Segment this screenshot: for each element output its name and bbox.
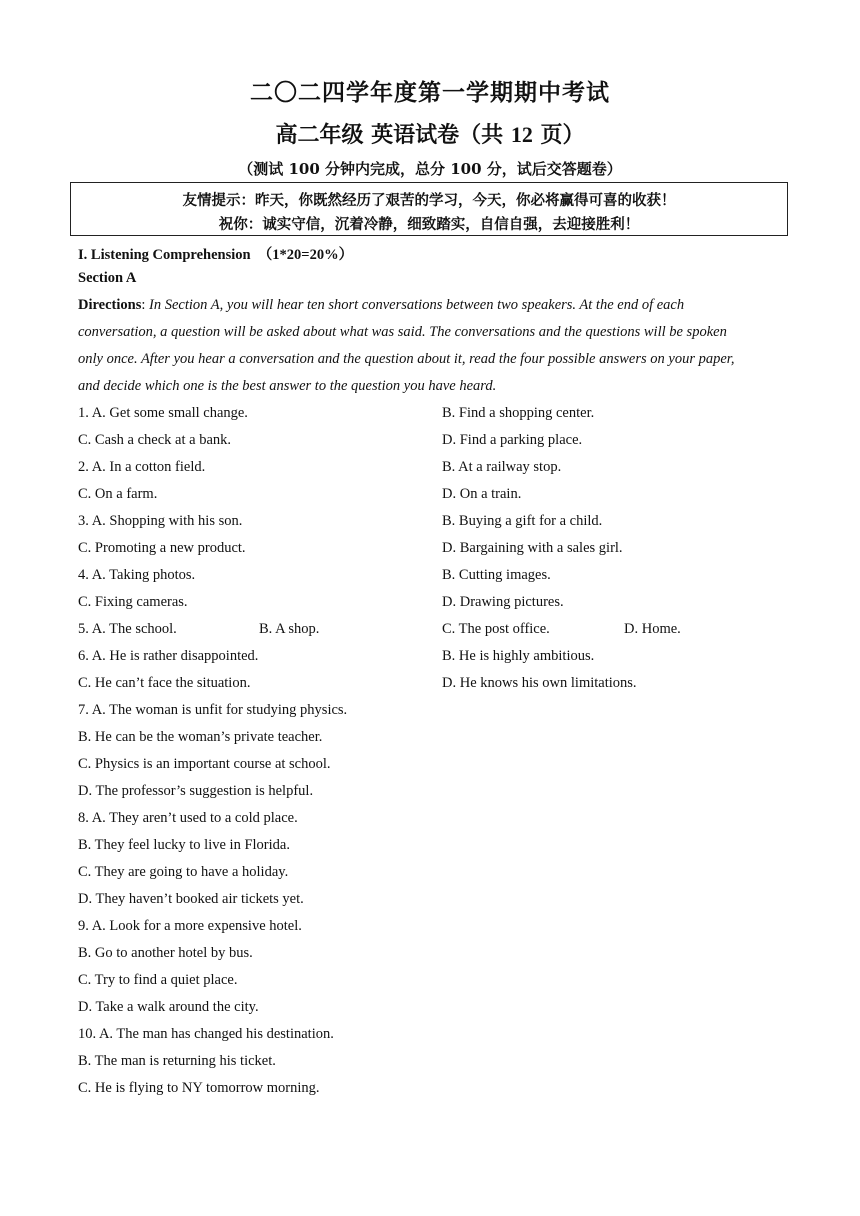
q7-option-a: 7. A. The woman is unfit for studying physics. — [78, 702, 348, 718]
tip-line-1: 友情提示：昨天，你既然经历了艰苦的学习，今天，你必将赢得可喜的收获！ — [182, 192, 676, 209]
subtitle-prefix: 高二年级 英语试卷（共 — [275, 122, 511, 148]
tip-box — [70, 182, 788, 236]
q6-option-d: D. He knows his own limitations. — [442, 675, 637, 691]
q3-option-c: C. Promoting a new product. — [78, 540, 246, 556]
q4-option-a: 4. A. Taking photos. — [78, 567, 196, 583]
directions-line-1 — [78, 297, 684, 314]
q4-option-c: C. Fixing cameras. — [78, 594, 188, 610]
directions-line-4: and decide which one is the best answer to the question you have heard. — [78, 378, 497, 394]
page-count: 12 — [510, 122, 533, 147]
q10-option-c: C. He is flying to NY tomorrow morning. — [78, 1080, 320, 1096]
section-heading: Section A — [78, 270, 137, 286]
directions-line-2: conversation, a question will be asked about what was said. The conversations and the questions will be spoken — [78, 324, 727, 340]
q9-option-d: D. Take a walk around the city. — [78, 999, 259, 1015]
q3-option-b: B. Buying a gift for a child. — [442, 513, 603, 529]
subtitle-suffix: 页） — [532, 122, 585, 148]
q7-option-d: D. The professor’s suggestion is helpful. — [78, 783, 314, 799]
q4-option-b: B. Cutting images. — [442, 567, 551, 583]
exam-title: 二〇二四学年度第一学期期中考试 — [250, 79, 610, 106]
exam-subtitle — [0, 118, 860, 149]
q1-option-c: C. Cash a check at a bank. — [78, 432, 232, 448]
q1-option-b: B. Find a shopping center. — [442, 405, 595, 421]
q8-option-b: B. They feel lucky to live in Florida. — [78, 837, 290, 853]
q9-option-c: C. Try to find a quiet place. — [78, 972, 238, 988]
q10-option-b: B. The man is returning his ticket. — [78, 1053, 276, 1069]
q3-option-a: 3. A. Shopping with his son. — [78, 513, 243, 529]
tip-line-2: 祝你：诚实守信，沉着冷静，细致踏实，自信自强，去迎接胜利！ — [218, 216, 640, 233]
q5-option-b: B. A shop. — [259, 621, 320, 637]
q8-option-a: 8. A. They aren’t used to a cold place. — [78, 810, 298, 826]
q9-option-b: B. Go to another hotel by bus. — [78, 945, 253, 961]
q10-option-a: 10. A. The man has changed his destination. — [78, 1026, 334, 1042]
q5-option-c: C. The post office. — [442, 621, 550, 637]
q3-option-d: D. Bargaining with a sales girl. — [442, 540, 623, 556]
directions-line-3: only once. After you hear a conversation and the question about it, read the four possible answers on your paper, — [78, 351, 735, 367]
q5-option-a: 5. A. The school. — [78, 621, 177, 637]
q5-option-d: D. Home. — [624, 621, 681, 637]
q2-option-b: B. At a railway stop. — [442, 459, 562, 475]
q1-option-d: D. Find a parking place. — [442, 432, 583, 448]
q9-option-a: 9. A. Look for a more expensive hotel. — [78, 918, 302, 934]
q2-option-a: 2. A. In a cotton field. — [78, 459, 206, 475]
q6-option-a: 6. A. He is rather disappointed. — [78, 648, 259, 664]
directions-colon: : — [141, 297, 150, 313]
q8-option-d: D. They haven’t booked air tickets yet. — [78, 891, 304, 907]
q7-option-c: C. Physics is an important course at school. — [78, 756, 331, 772]
q2-option-d: D. On a train. — [442, 486, 522, 502]
q4-option-d: D. Drawing pictures. — [442, 594, 564, 610]
directions-text-1: In Section A, you will hear ten short conversations between two speakers. At the end of each — [149, 297, 685, 313]
q1-option-a: 1. A. Get some small change. — [78, 405, 248, 421]
part-heading: I. Listening Comprehension （1*20=20%） — [78, 247, 354, 263]
q6-option-c: C. He can’t face the situation. — [78, 675, 251, 691]
q8-option-c: C. They are going to have a holiday. — [78, 864, 289, 880]
directions-label: Directions — [78, 297, 142, 313]
q2-option-c: C. On a farm. — [78, 486, 158, 502]
exam-instructions: （测试 100 分钟内完成，总分 100 分，试后交答题卷） — [238, 160, 622, 178]
q7-option-b: B. He can be the woman’s private teacher. — [78, 729, 323, 745]
q6-option-b: B. He is highly ambitious. — [442, 648, 595, 664]
